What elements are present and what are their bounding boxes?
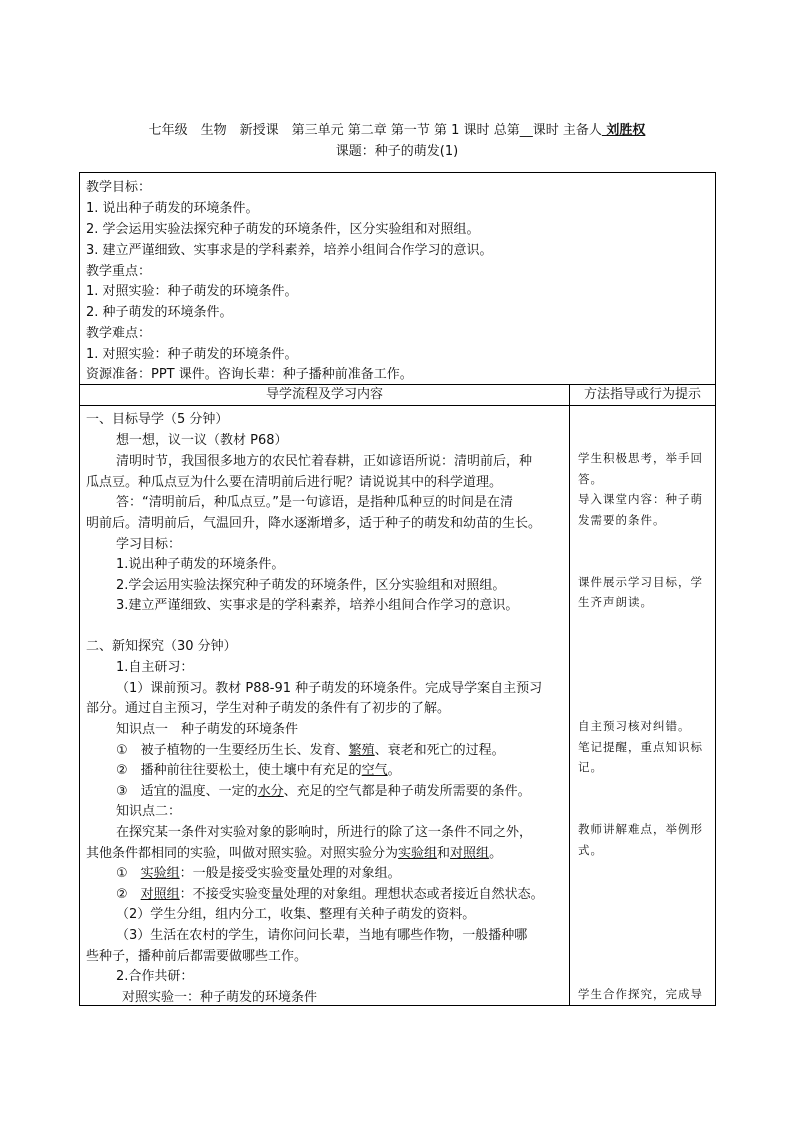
column-divider (569, 405, 570, 1005)
note-line: 记。 (578, 760, 603, 774)
objectives-section (80, 173, 715, 385)
text-line: ① 被子植物的一生要经历生长、发育、繁殖、衰老和死亡的过程。 (116, 743, 505, 758)
text-line: 在探究某一条件对实验对象的影响时，所进行的除了这一条件不同之外， (116, 825, 533, 840)
text-line: 部分。通过自主预习，学生对种子萌发的条件有了初步的了解。 (86, 701, 451, 716)
objectives-heading: 教学目标： (86, 180, 152, 195)
difficulty-1: 1. 对照实验：种子萌发的环境条件。 (86, 347, 298, 362)
key-point-2: 2. 种子萌发的环境条件。 (86, 305, 233, 320)
header-line-1 (0, 119, 794, 138)
text-line: 明前后。清明前后，气温回升，降水逐渐增多，适于种子的萌发和幼苗的生长。 (86, 516, 542, 531)
text-line: 知识点一 种子萌发的环境条件 (116, 722, 299, 737)
note-line: 式。 (578, 843, 603, 857)
text-line: ③ 适宜的温度、一定的水分、充足的空气都是种子萌发所需要的条件。 (116, 784, 531, 799)
lesson-table (79, 172, 716, 1006)
objective-3: 3. 建立严谨细致、实事求是的学科素养，培养小组间合作学习的意识。 (86, 243, 493, 258)
text-line: （2）学生分组，组内分工，收集、整理有关种子萌发的资料。 (116, 907, 476, 922)
column-header-process: 导学流程及学习内容 (80, 385, 570, 405)
text-line: 1.自主研习： (116, 660, 194, 675)
note-line: 生齐声朗读。 (578, 595, 653, 609)
header-info: 七年级 生物 新授课 第三单元 第二章 第一节 第 1 课时 总第__课时 主备人 (148, 123, 602, 138)
note-line: 学生积极思考，举手回 (578, 451, 703, 465)
note-line: 答。 (578, 472, 603, 486)
lesson-title: 课题：种子的萌发(1) (335, 144, 459, 159)
note-line: 学生合作探究，完成导 (578, 987, 703, 1001)
note-line: 课件展示学习目标，学 (578, 575, 703, 589)
text-line: 学习目标： (116, 537, 182, 552)
text-line: 些种子，播种前后都需要做哪些工作。 (86, 949, 308, 964)
note-line: 笔记提醒，重点知识标 (578, 740, 703, 754)
key-points-heading: 教学重点： (86, 264, 152, 279)
preparer-name: 刘胜权 (601, 123, 646, 138)
text-line: ① 实验组：一般是接受实验变量处理的对象组。 (116, 866, 401, 881)
text-line: 瓜点豆。种瓜点豆为什么要在清明前后进行呢？请说说其中的科学道理。 (86, 475, 503, 490)
resources-line: 资源准备：PPT 课件。咨询长辈：种子播种前准备工作。 (86, 367, 413, 382)
text-line: 知识点二： (116, 804, 182, 819)
text-line: 清明时节，我国很多地方的农民忙着春耕，正如谚语所说：清明前后，种 (116, 454, 533, 469)
objective-2: 2. 学会运用实验法探究种子萌发的环境条件，区分实验组和对照组。 (86, 222, 480, 237)
text-line: 3.建立严谨细致、实事求是的学科素养，培养小组间合作学习的意识。 (116, 598, 519, 613)
text-line: 2.合作共研： (116, 969, 194, 984)
divider (80, 405, 715, 406)
note-line: 导入课堂内容：种子萌 (578, 492, 703, 506)
text-line: （1）课前预习。教材 P88-91 种子萌发的环境条件。完成导学案自主预习 (116, 681, 543, 696)
section-2-heading: 二、新知探究（30 分钟） (86, 639, 237, 654)
text-line: （3）生活在农村的学生，请你问问长辈，当地有哪些作物，一般播种哪 (116, 928, 528, 943)
objective-1: 1. 说出种子萌发的环境条件。 (86, 201, 259, 216)
text-line: ② 对照组：不接受实验变量处理的对象组。理想状态或者接近自然状态。 (116, 887, 544, 902)
text-line: 对照实验一：种子萌发的环境条件 (122, 990, 318, 1005)
text-line: 1.说出种子萌发的环境条件。 (116, 557, 285, 572)
text-line: 其他条件都相同的实验，叫做对照实验。对照实验分为实验组和对照组。 (86, 846, 503, 861)
text-line: ② 播种前往往要松土，使土壤中有充足的空气。 (116, 763, 401, 778)
note-line: 自主预习核对纠错。 (578, 719, 691, 733)
note-line: 教师讲解难点，举例形 (578, 822, 703, 836)
section-1-heading: 一、目标导学（5 分钟） (86, 412, 229, 427)
difficulty-heading: 教学难点： (86, 326, 152, 341)
text-line: 2.学会运用实验法探究种子萌发的环境条件，区分实验组和对照组。 (116, 578, 506, 593)
key-point-1: 1. 对照实验：种子萌发的环境条件。 (86, 284, 298, 299)
column-header-guidance: 方法指导或行为提示 (583, 387, 701, 402)
text-line: 想一想，议一议（教材 P68） (116, 433, 288, 448)
note-line: 发需要的条件。 (578, 513, 666, 527)
text-line: 答：“清明前后，种瓜点豆。”是一句谚语，是指种瓜种豆的时间是在清 (116, 495, 513, 510)
